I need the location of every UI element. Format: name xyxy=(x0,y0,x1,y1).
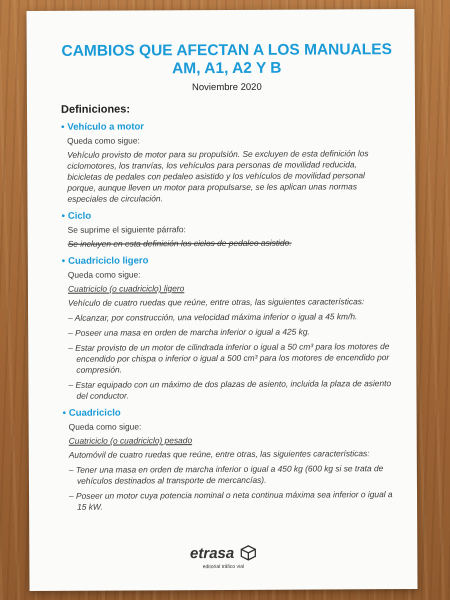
section-ciclo xyxy=(62,209,394,250)
section-subtitle: Cuatriciclo (o cuadriciclo) ligero xyxy=(67,283,185,294)
section-heading-text: Cuadriciclo ligero xyxy=(68,255,149,267)
definitions-heading: Definiciones: xyxy=(60,103,131,116)
logo-name: etrasa xyxy=(189,544,235,563)
list-item: – Poseer un motor cuya potencia nominal o neta continua máxima sea inferior o igual a 15 kW. xyxy=(68,489,393,512)
section-subtitle: Cuatriciclo (o cuadriciclo) pesado xyxy=(68,435,193,446)
section-intro: Se suprime el siguiente párrafo: xyxy=(67,224,186,235)
list-item: – Estar equipado con un máximo de dos plazas de asiento, incluida la plaza de asiento del conductor. xyxy=(68,378,392,401)
document-title xyxy=(61,41,393,79)
section-heading-text: Vehículo a motor xyxy=(67,121,144,133)
document-date: Noviembre 2020 xyxy=(191,81,262,94)
section-heading xyxy=(62,209,394,222)
section-intro: Queda como sigue: xyxy=(67,269,141,280)
section-cuadriciclo xyxy=(63,406,396,513)
publisher-logo xyxy=(29,544,417,571)
section-heading-text: Cuadriciclo xyxy=(68,407,121,419)
section-lead: Automóvil de cuatro ruedas que reúne, entre otras, las siguientes características: xyxy=(68,448,370,460)
bullet-icon: • xyxy=(61,121,65,133)
section-cuadriciclo-ligero xyxy=(62,254,395,402)
bullet-icon: • xyxy=(62,407,66,419)
bullet-icon: • xyxy=(61,255,66,267)
section-heading xyxy=(62,254,394,267)
title-line-1: CAMBIOS QUE AFECTAN A LOS MANUALES xyxy=(61,41,392,60)
section-heading-text: Ciclo xyxy=(67,210,92,222)
document-sheet xyxy=(26,9,417,591)
section-body: Vehículo provisto de motor para su propulsión. Se excluyen de esta definición los ciclomotores, los tranvías, los vehículos para personas de movilidad reducida, bicicletas de pedales con pedaleo asistido y los vehículos de movilidad personal porque, aunque lleven un motor para propulsarse, se les aplican unas normas especiales de circulación. xyxy=(67,148,369,204)
title-line-2: AM, A1, A2 Y B xyxy=(172,59,282,78)
section-intro: Queda como sigue: xyxy=(68,421,142,432)
section-heading xyxy=(63,406,395,419)
bullet-icon: • xyxy=(61,210,65,222)
struck-paragraph: Se incluyen en esta definición los ciclos de pedaleo asistido. xyxy=(67,237,292,249)
section-heading xyxy=(61,120,393,133)
section-intro: Queda como sigue: xyxy=(67,135,140,146)
list-item: – Tener una masa en orden de marcha inferior o igual a 450 kg (600 kg si se trata de vehículos destinados al transporte de mercancías). xyxy=(68,463,384,486)
list-item: – Estar provisto de un motor de cilindrada inferior o igual a 50 cm³ para los motores de encendido por chispa o inferior o igual a 500 cm³ para los motores de encendido por compresión. xyxy=(68,341,390,375)
section-vehiculo-motor xyxy=(61,120,393,205)
logo-tagline: editorial tráfico vial xyxy=(202,563,245,571)
list-item: – Poseer una masa en orden de marcha inferior o igual a 425 kg. xyxy=(68,326,310,338)
list-item: – Alcanzar, por construcción, una velocidad máxima inferior o igual a 45 km/h. xyxy=(68,311,358,323)
section-lead: Vehículo de cuatro ruedas que reúne, entre otras, las siguientes características: xyxy=(67,296,365,308)
box-icon xyxy=(241,545,257,566)
